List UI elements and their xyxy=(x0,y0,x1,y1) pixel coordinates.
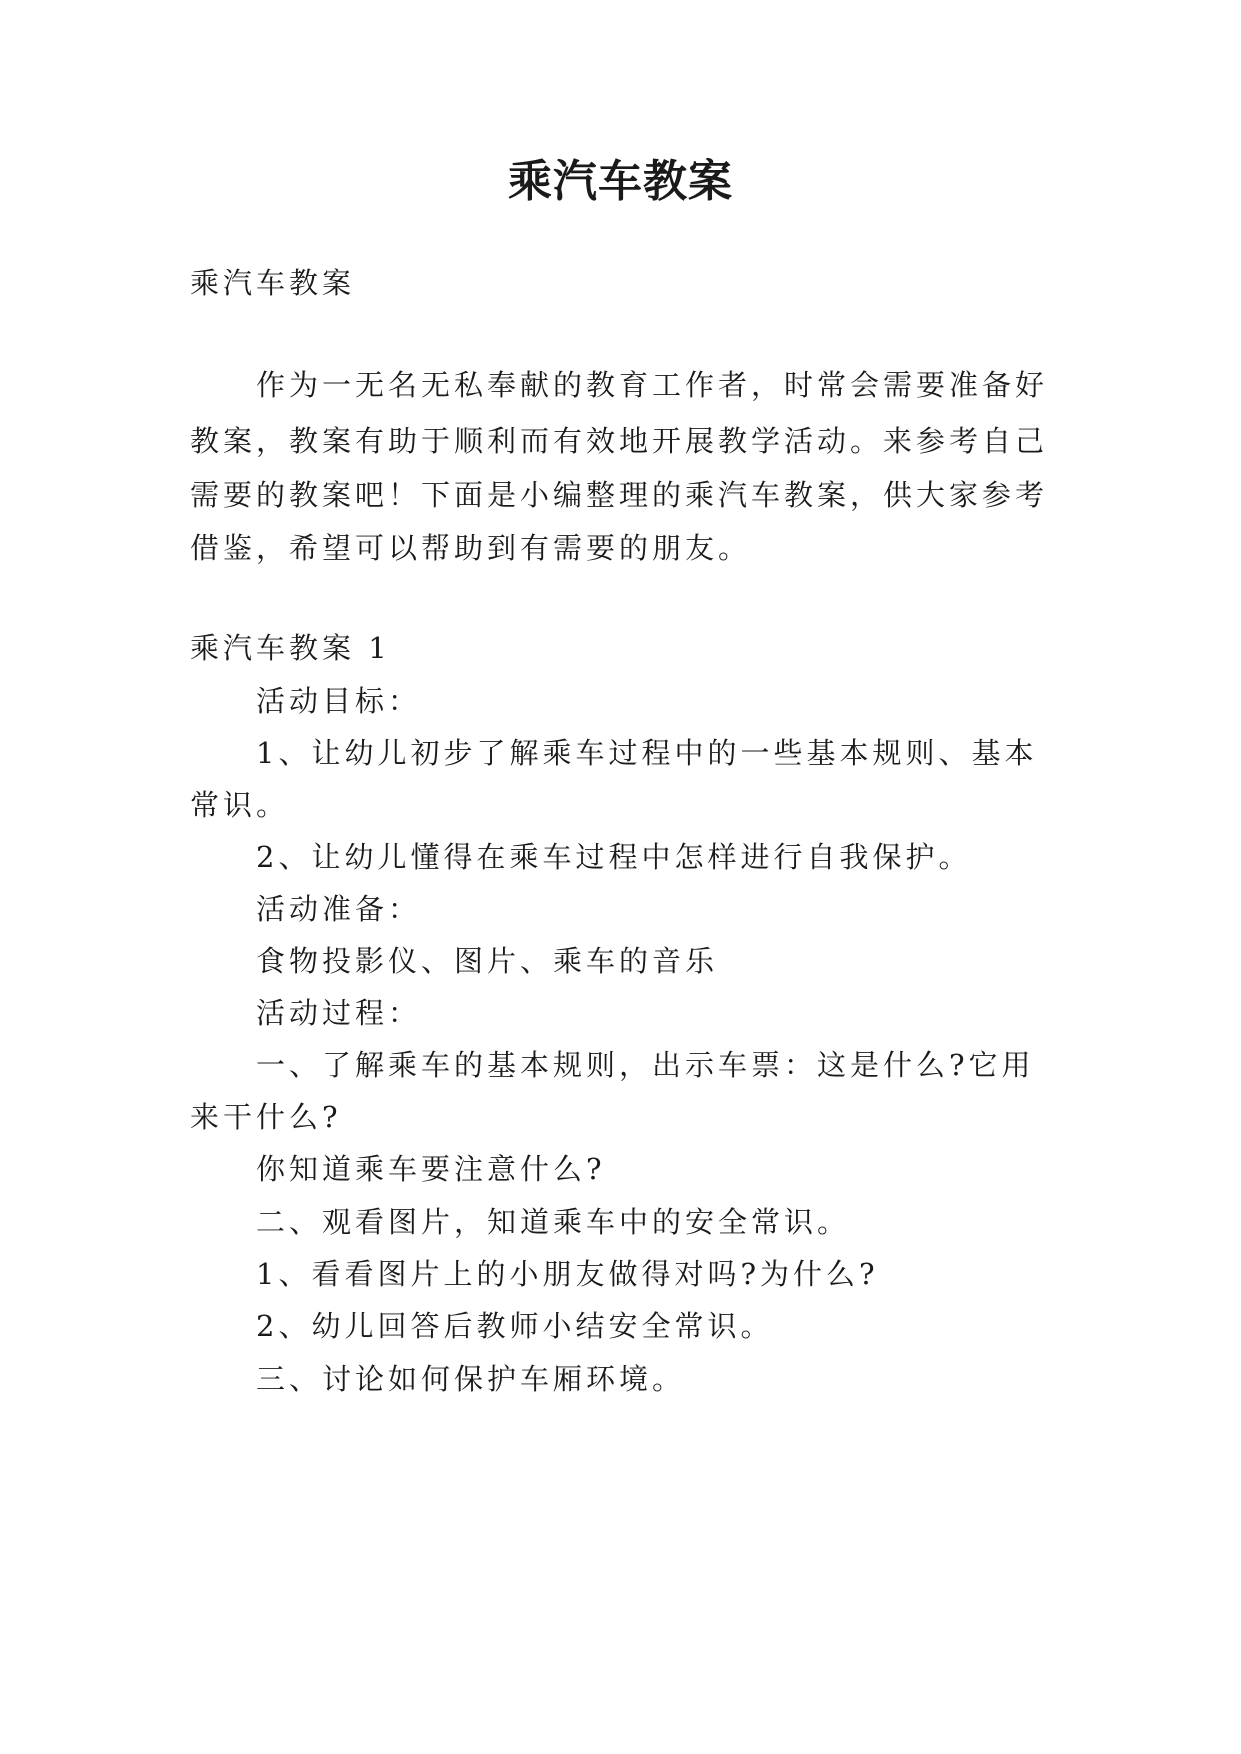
intro-line: 需要的教案吧！下面是小编整理的乘汽车教案，供大家参考 xyxy=(190,478,1049,512)
body-line: 食物投影仪、图片、乘车的音乐 xyxy=(256,944,719,978)
body-line: 你知道乘车要注意什么? xyxy=(256,1152,606,1186)
body-line: 一、了解乘车的基本规则，出示车票：这是什么?它用 xyxy=(256,1048,1035,1082)
body-line: 活动过程： xyxy=(256,996,422,1030)
document-title: 乘汽车教案 xyxy=(508,156,733,207)
intro-line: 教案，教案有助于顺利而有效地开展教学活动。来参考自己 xyxy=(190,424,1049,458)
body-line: 活动目标： xyxy=(256,684,422,718)
body-line: 2、让幼儿懂得在乘车过程中怎样进行自我保护。 xyxy=(256,840,972,874)
body-line: 2、幼儿回答后教师小结安全常识。 xyxy=(256,1309,774,1343)
body-line: 1、看看图片上的小朋友做得对吗?为什么? xyxy=(256,1257,879,1291)
intro-line: 作为一无名无私奉献的教育工作者，时常会需要准备好 xyxy=(256,368,1049,402)
body-line: 活动准备： xyxy=(256,892,422,926)
body-line: 来干什么? xyxy=(190,1100,342,1134)
subtitle-line: 乘汽车教案 xyxy=(190,266,356,300)
body-line: 三、讨论如何保护车厢环境。 xyxy=(256,1362,686,1396)
body-line: 1、让幼儿初步了解乘车过程中的一些基本规则、基本 xyxy=(256,736,1038,770)
body-line: 二、观看图片，知道乘车中的安全常识。 xyxy=(256,1205,851,1239)
body-line: 常识。 xyxy=(190,788,290,822)
section-heading: 乘汽车教案 1 xyxy=(190,631,391,665)
intro-line: 借鉴，希望可以帮助到有需要的朋友。 xyxy=(190,531,752,565)
